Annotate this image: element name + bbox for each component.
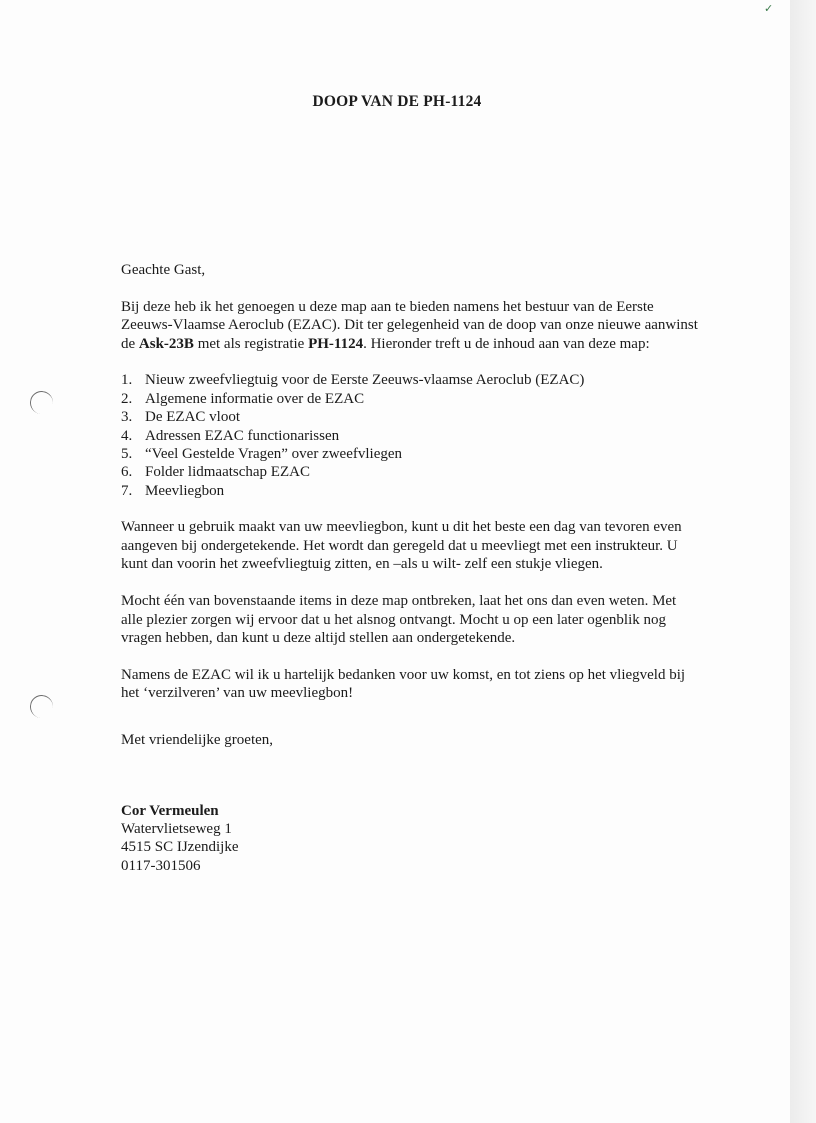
list-item-number: 4. (121, 427, 133, 444)
list-item-number: 1. (121, 372, 133, 389)
intro-text-2: met als registratie (193, 335, 309, 352)
list-item-text: Meevliegbon (145, 482, 225, 499)
list-item-number: 2. (121, 390, 133, 407)
contents-list (121, 371, 701, 500)
list-item (121, 390, 701, 408)
booking-paragraph: Wanneer u gebruik maakt van uw meevliegbon, kunt u dit het beste een dag van tevoren even aangeven bij ondergetekende. Het wordt dan geregeld dat u meevliegt met een instrukteur. U kunt dan voorin het zweefvliegtuig zitten, en –als u wilt- zelf een stukje vliegen. (121, 519, 682, 573)
list-item-text: “Veel Gestelde Vragen” over zweefvliegen (145, 446, 403, 462)
list-item-text: Nieuw zweefvliegtuig voor de Eerste Zeeuws-vlaamse Aeroclub (EZAC) (145, 372, 585, 389)
aircraft-type: Ask-23B (138, 335, 194, 352)
missing-items-paragraph: Mocht één van bovenstaande items in deze map ontbreken, laat het ons dan even weten. Met alle plezier zorgen wij ervoor dat u het alsnog ontvangt. Mocht u op een later ogenblik nog vragen hebben, dan kunt u deze altijd stellen aan ondergetekende. (121, 593, 677, 647)
signature-street: Watervlietseweg 1 (121, 820, 232, 837)
signature-phone: 0117-301506 (121, 857, 201, 874)
closing: Met vriendelijke groeten, (121, 731, 274, 748)
aircraft-registration: PH-1124 (308, 335, 364, 352)
intro-text-3: . Hieronder treft u de inhoud aan van deze map: (363, 335, 650, 352)
list-item-number: 5. (121, 446, 133, 462)
list-item-number: 3. (121, 409, 133, 426)
list-item-text: Adressen EZAC functionarissen (145, 427, 340, 444)
list-item (121, 463, 701, 481)
list-item-number: 7. (121, 482, 133, 499)
signature-name: Cor Vermeulen (121, 802, 219, 819)
list-item (121, 427, 701, 445)
thanks-paragraph: Namens de EZAC wil ik u hartelijk bedanken voor uw komst, en tot ziens op het vliegveld bij het ‘verzilveren’ van uw meevliegbon! (121, 666, 686, 702)
signature-block (121, 802, 701, 876)
salutation: Geachte Gast, (121, 262, 206, 278)
list-item (121, 482, 701, 500)
list-item (121, 408, 701, 426)
punch-hole-icon (29, 390, 55, 416)
list-item-text: Folder lidmaatschap EZAC (145, 464, 310, 481)
punch-hole-icon (29, 694, 55, 720)
signature-city: 4515 SC IJzendijke (121, 839, 239, 856)
list-item-text: De EZAC vloot (145, 409, 240, 426)
page-edge (790, 0, 816, 1123)
list-item-text: Algemene informatie over de EZAC (145, 390, 365, 407)
letter-title: DOOP VAN DE PH-1124 (312, 93, 482, 110)
intro-paragraph (121, 298, 701, 354)
corner-check-mark: ✓ (764, 2, 774, 15)
intro-text-1: Bij deze heb ik het genoegen u deze map aan te bieden namens het bestuur van de Eerste Zeeuws-Vlaamse Aeroclub (EZAC). Dit ter gelegenheid van de doop van onze nieuwe aanwinst de (121, 298, 698, 352)
list-item-number: 6. (121, 464, 133, 481)
list-item (121, 371, 701, 389)
letter-body (121, 261, 701, 875)
list-item (121, 445, 701, 463)
